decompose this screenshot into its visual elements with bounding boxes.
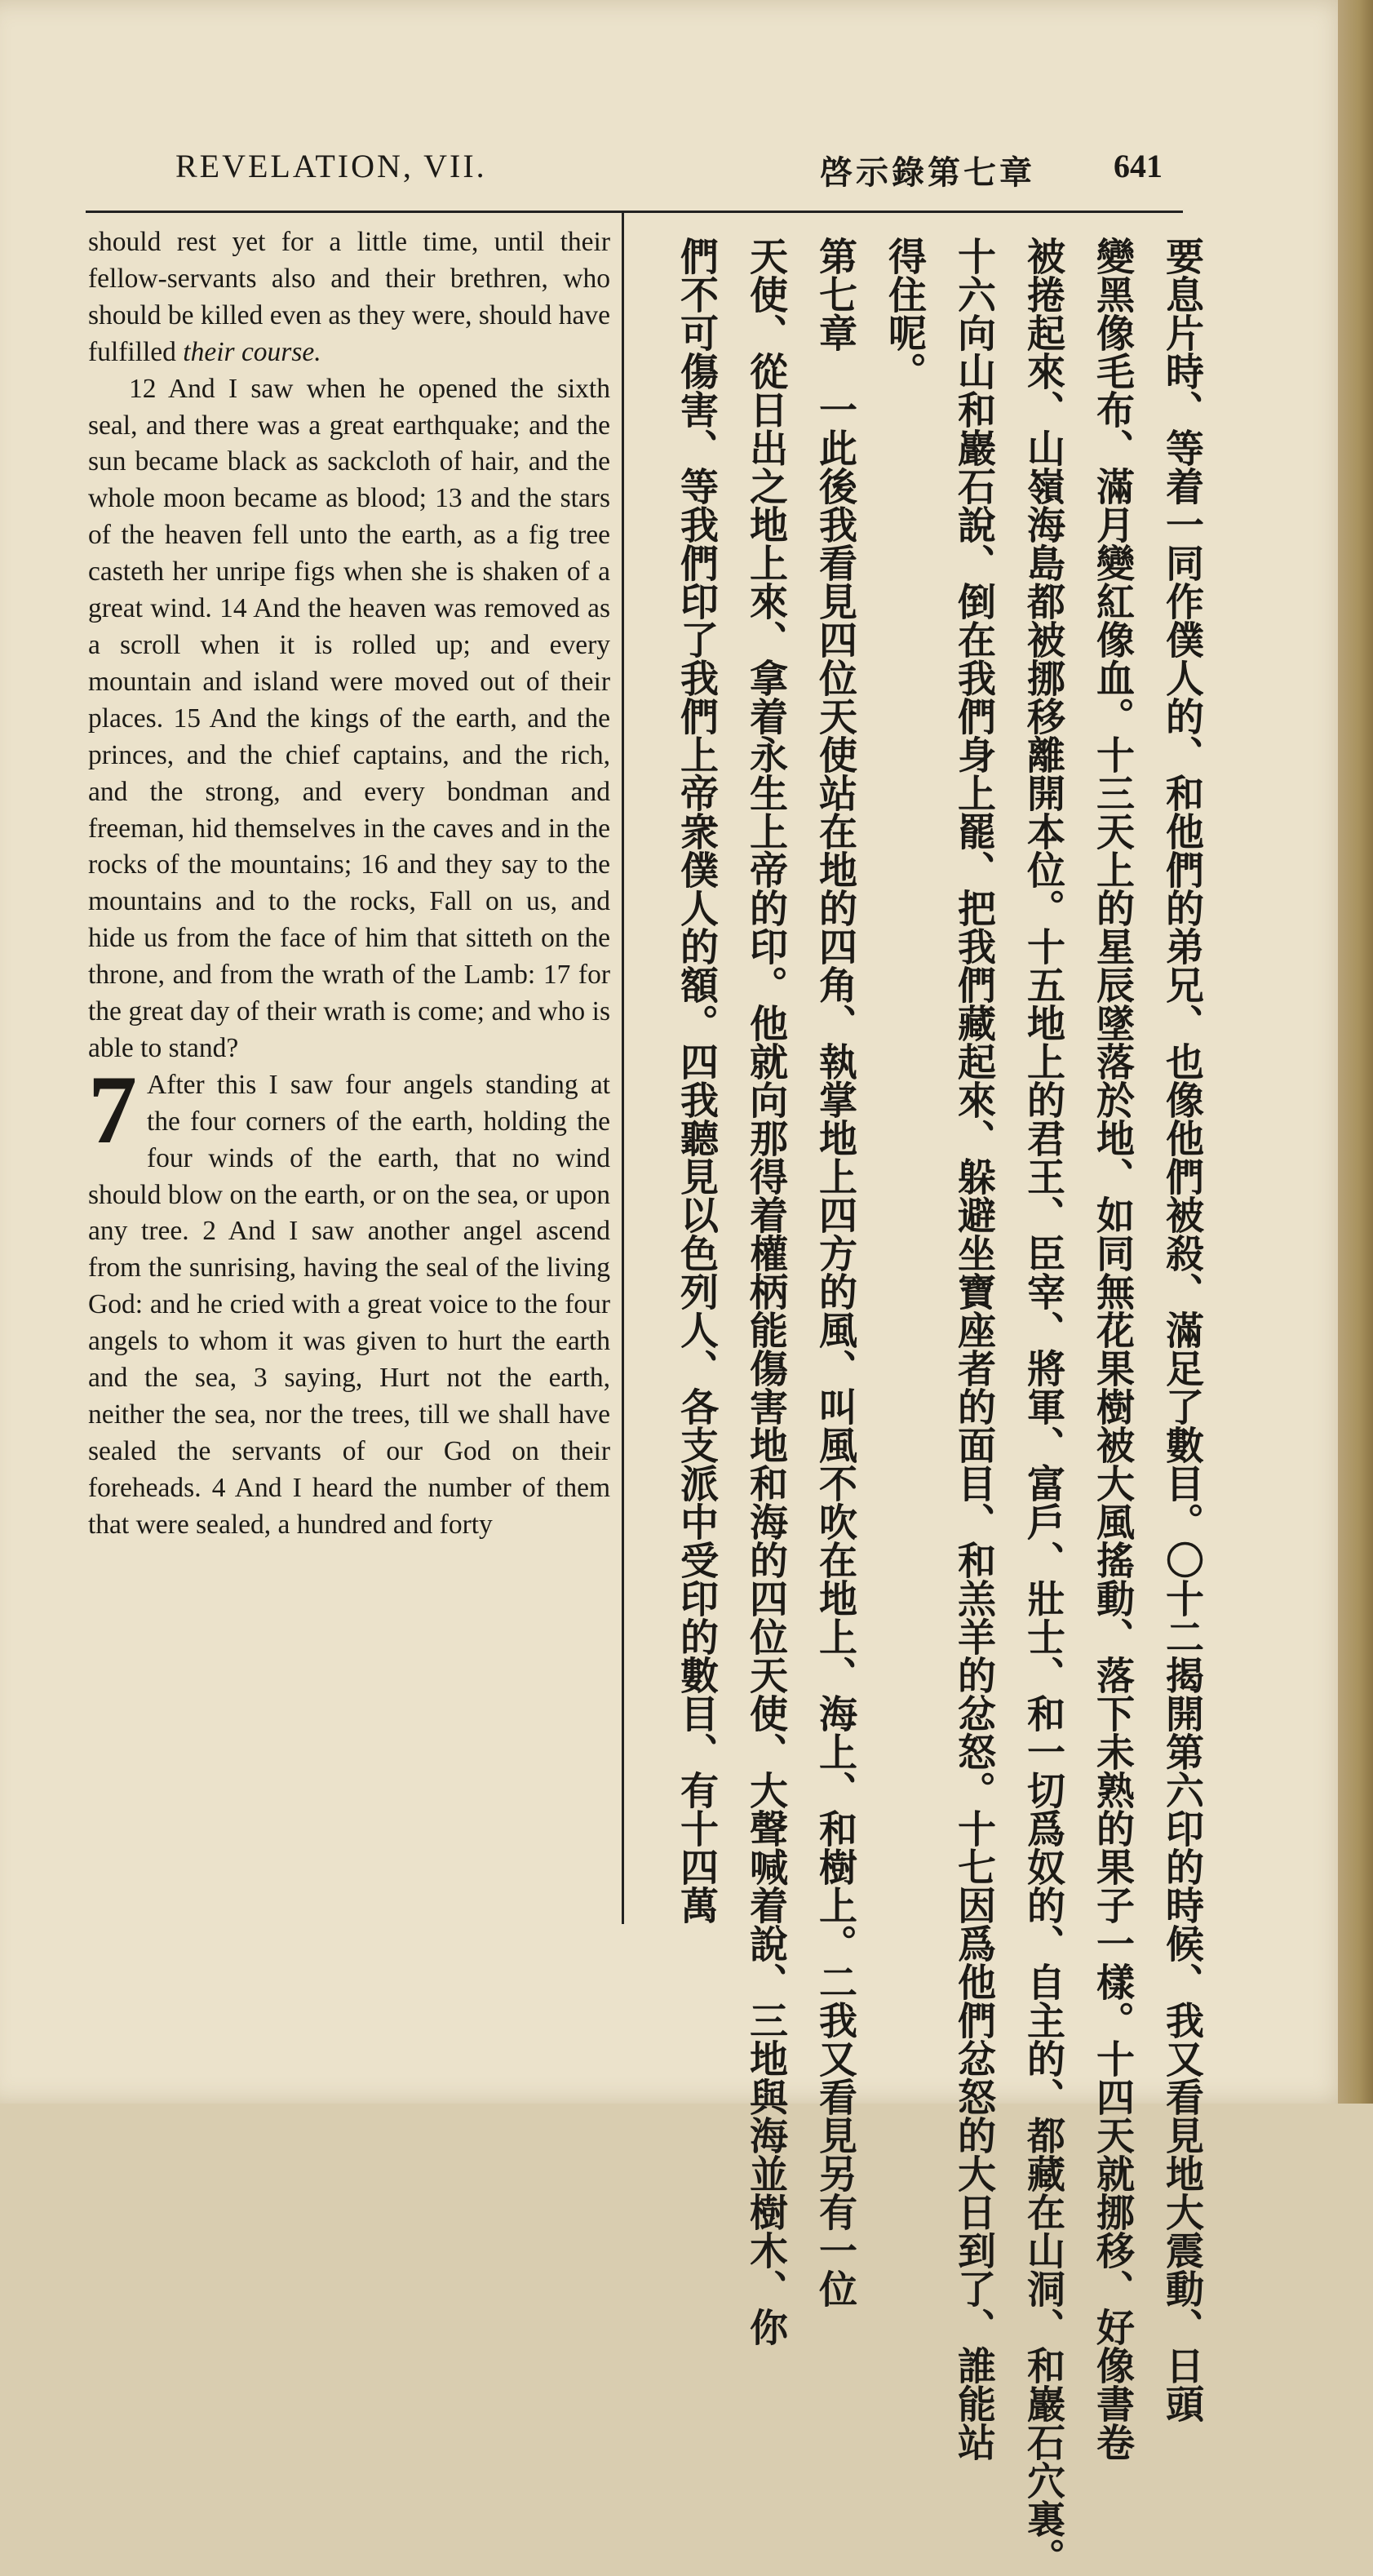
chinese-column: 十六向山和巖石說、倒在我們身上罷、把我們藏起來、躲避坐寶座者的面目、和羔羊的忿怒。十七因爲他們忿怒的大日到了、誰能站 bbox=[951, 237, 996, 2461]
header-english-title: REVELATION, VII. bbox=[175, 148, 487, 184]
chinese-column: 們不可傷害、等我們印了我們上帝衆僕人的額。四我聽見以色列人、各支派中受印的數目、有十四萬 bbox=[674, 237, 719, 1924]
chinese-column-chapter-heading: 第七章 一此後我看見四位天使站在地的四角、執掌地上四方的風、叫風不吹在地上、海上、和樹上。二我又看見另有一位 bbox=[813, 237, 857, 2308]
header-chinese-title: 啓示錄第七章 bbox=[820, 154, 1035, 192]
chinese-column: 變黑像毛布、滿月變紅像血。十三天上的星辰墜落於地、如同無花果樹被大風搖動、落下未熟的果子一樣。十四天就挪移、好像書卷 bbox=[1090, 237, 1135, 2461]
chinese-text-column bbox=[644, 237, 1207, 2576]
column-divider bbox=[622, 211, 624, 1924]
chinese-column: 天使、從日出之地上來、拿着永生上帝的印。他就向那得着權柄能傷害地和海的四位天使、大聲喊着說、三地與海並樹木、你 bbox=[743, 237, 788, 2346]
english-paragraph: 12 And I saw when he opened the sixth seal, and there was a great earthquake; and the sun became black as sackcloth of hair, and the whole moon became as blood; 13 and the stars of the heaven fell unto the earth, as a fig tree casteth her unripe figs when she is shaken of a great wind. 14 And the heaven was removed as a scroll when it is rolled up; and every mountain and island were moved out of their places. 15 And the kings of the earth, and the princes, and the chief captains, and the rich, and the strong, and every bondman and freeman, hid themselves in the caves and in the rocks of the mountains; 16 and they say to the mountains and to the rocks, Fall on us, and hide us from the face of him that sitteth on the throne, and from the wrath of the Lamb: 17 for the great day of their wrath is come; and who is able to stand? bbox=[88, 373, 610, 1063]
page-edge bbox=[1338, 0, 1373, 2104]
english-paragraph: should rest yet for a little time, until their fellow-servants also and their brethren, who should be killed even as they were, should have fulfilled their course. bbox=[88, 227, 610, 367]
chapter-dropcap: 7 bbox=[88, 1054, 137, 1164]
chinese-column: 得住呢。 bbox=[882, 237, 927, 390]
english-text-column bbox=[88, 224, 610, 1544]
chinese-column: 要息片時、等着一同作僕人的、和他們的弟兄、也像他們被殺、滿足了數目。〇十二揭開第六印的時候、我又看見地大震動、日頭 bbox=[1159, 237, 1204, 2423]
page-number: 641 bbox=[1114, 148, 1163, 184]
header-rule bbox=[86, 211, 1183, 213]
running-header bbox=[82, 147, 1183, 196]
chinese-column: 被捲起來、山嶺海島都被挪移離開本位。十五地上的君王、臣宰、將軍、富戶、壯士、和一切爲奴的、自主的、都藏在山洞、和巖石穴裏。 bbox=[1021, 237, 1065, 2576]
english-paragraph: 7 After this I saw four angels standing at the four corners of the earth, holding the four winds of the earth, that no wind should blow on the earth, or on the sea, or upon any tree. 2 And I saw another angel ascend from the sunrising, having the seal of the living God: and he cried with a great voice to the four angels to whom it was given to hurt the earth and the sea, 3 saying, Hurt not the earth, neither the sea, nor the trees, till we shall have sealed the servants of our God on their foreheads. 4 And I heard the number of them that were sealed, a hundred and forty bbox=[88, 1054, 610, 1540]
italic-phrase: their course. bbox=[183, 336, 321, 367]
